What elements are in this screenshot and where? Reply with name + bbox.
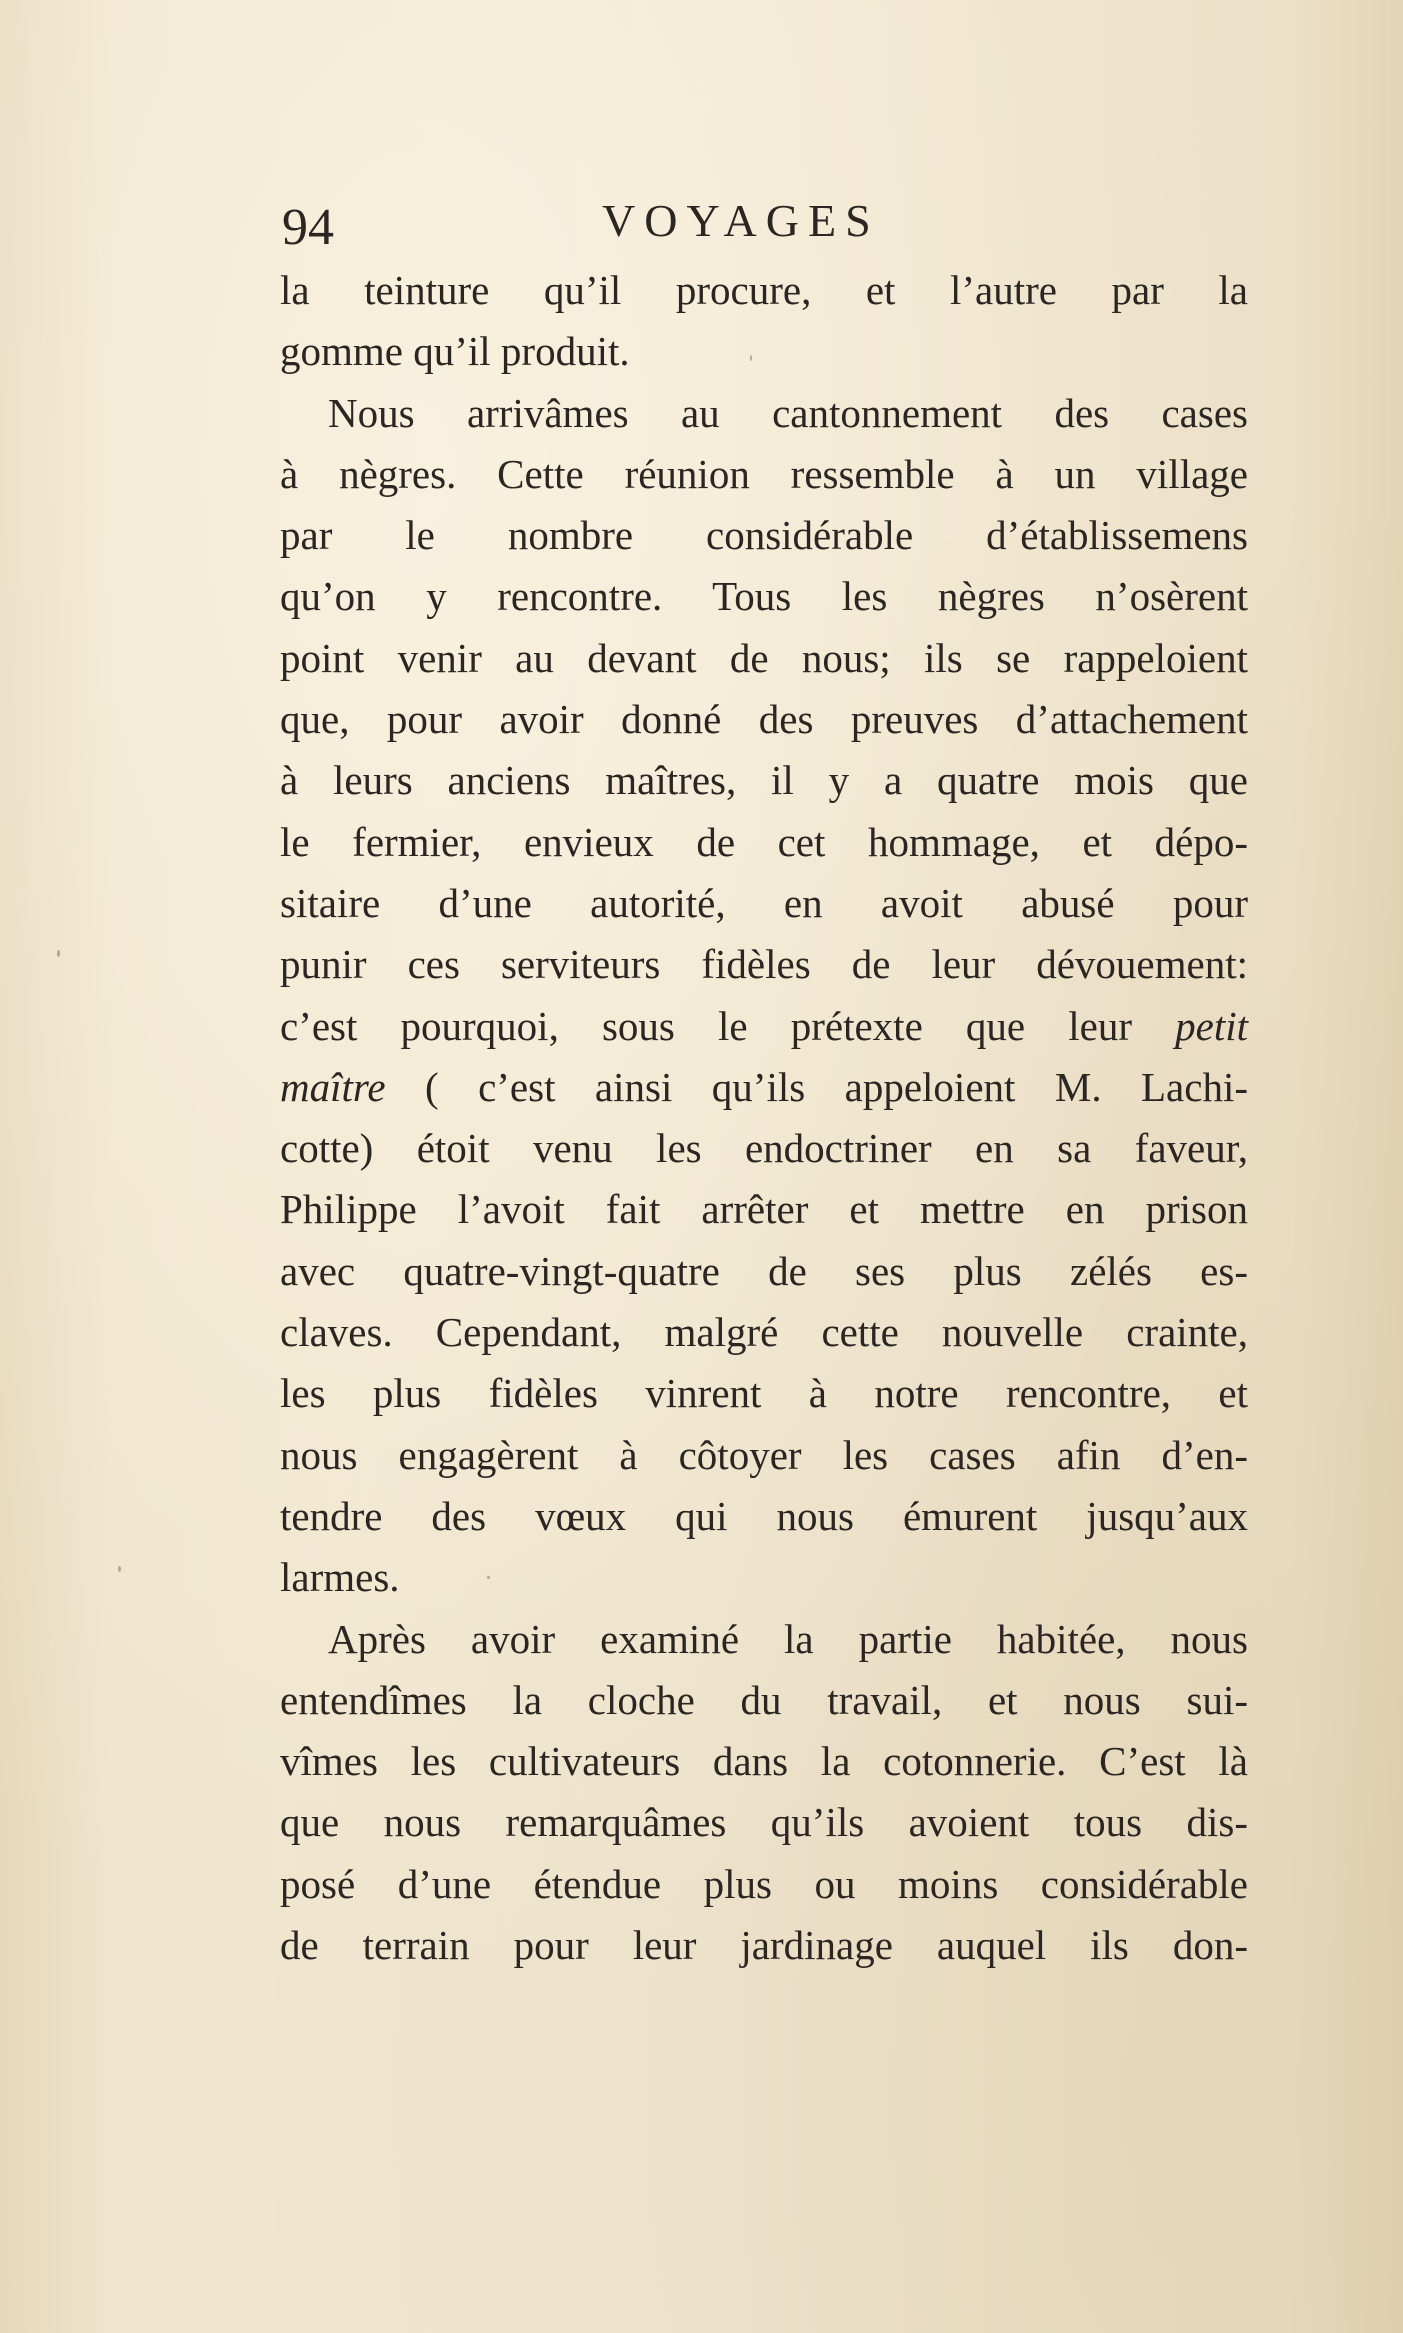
- running-title: VOYAGES: [602, 195, 880, 246]
- text-line: vîmes les cultivateurs dans la cotonnerie. C’est là: [280, 1738, 1248, 1785]
- text-line: Philippe l’avoit fait arrêter et mettre en prison: [280, 1186, 1248, 1233]
- text-line: larmes.: [280, 1554, 400, 1601]
- text-line: à nègres. Cette réunion ressemble à un village: [280, 450, 1248, 497]
- text-line: la teinture qu’il procure, et l’autre par la: [280, 267, 1248, 313]
- text-line: avec quatre-vingt-quatre de ses plus zélés es-: [280, 1247, 1248, 1294]
- text-line: de terrain pour leur jardinage auquel ils don-: [280, 1922, 1248, 1969]
- paper-speck: [57, 950, 60, 957]
- text-segment: ( c’est ainsi qu’ils appeloient M. Lachi-: [424, 1063, 1248, 1110]
- text-line: qu’on y rencontre. Tous les nègres n’osèrent: [280, 573, 1248, 620]
- page-header: [280, 190, 1248, 260]
- text-line: [280, 1057, 1248, 1118]
- text-line: claves. Cependant, malgré cette nouvelle crainte,: [280, 1309, 1248, 1356]
- text-line: point venir au devant de nous; ils se rappeloient: [280, 634, 1248, 681]
- text-line: nous engagèrent à côtoyer les cases afin d’en-: [280, 1431, 1248, 1478]
- text-line: que nous remarquâmes qu’ils avoient tous dis-: [280, 1799, 1248, 1846]
- text-line: à leurs anciens maîtres, il y a quatre mois que: [280, 757, 1248, 804]
- text-line: cotte) étoit venu les endoctriner en sa faveur,: [280, 1125, 1248, 1172]
- text-line: le fermier, envieux de cet hommage, et dépo-: [280, 818, 1248, 865]
- paper-speck: [750, 355, 752, 361]
- paragraph-start-line: Après avoir examiné la partie habitée, nous: [328, 1615, 1248, 1662]
- paper-speck: [487, 1576, 490, 1579]
- text-line: posé d’une étendue plus ou moins considérable: [280, 1860, 1248, 1907]
- paper-speck: [118, 1566, 121, 1572]
- text-line: punir ces serviteurs fidèles de leur dévouement:: [280, 941, 1248, 988]
- text-line: tendre des vœux qui nous émurent jusqu’aux: [280, 1492, 1248, 1539]
- text-line: entendîmes la cloche du travail, et nous sui-: [280, 1676, 1248, 1723]
- italic-term: maître: [280, 1063, 386, 1110]
- paragraph-start-line: Nous arrivâmes au cantonnement des cases: [328, 389, 1248, 436]
- text-line: les plus fidèles vinrent à notre rencontre, et: [280, 1370, 1248, 1417]
- page-number: 94: [282, 199, 334, 256]
- text-line: [280, 996, 1248, 1057]
- text-block: [280, 190, 1248, 1976]
- text-segment: c’est pourquoi, sous le prétexte que leur: [280, 1002, 1132, 1049]
- italic-term: petit: [1175, 1002, 1248, 1049]
- text-line: par le nombre considérable d’établissemens: [280, 512, 1248, 559]
- text-line: que, pour avoir donné des preuves d’attachement: [280, 696, 1248, 743]
- text-line: sitaire d’une autorité, en avoit abusé pour: [280, 879, 1248, 926]
- text-line: gomme qu’il produit.: [280, 328, 630, 375]
